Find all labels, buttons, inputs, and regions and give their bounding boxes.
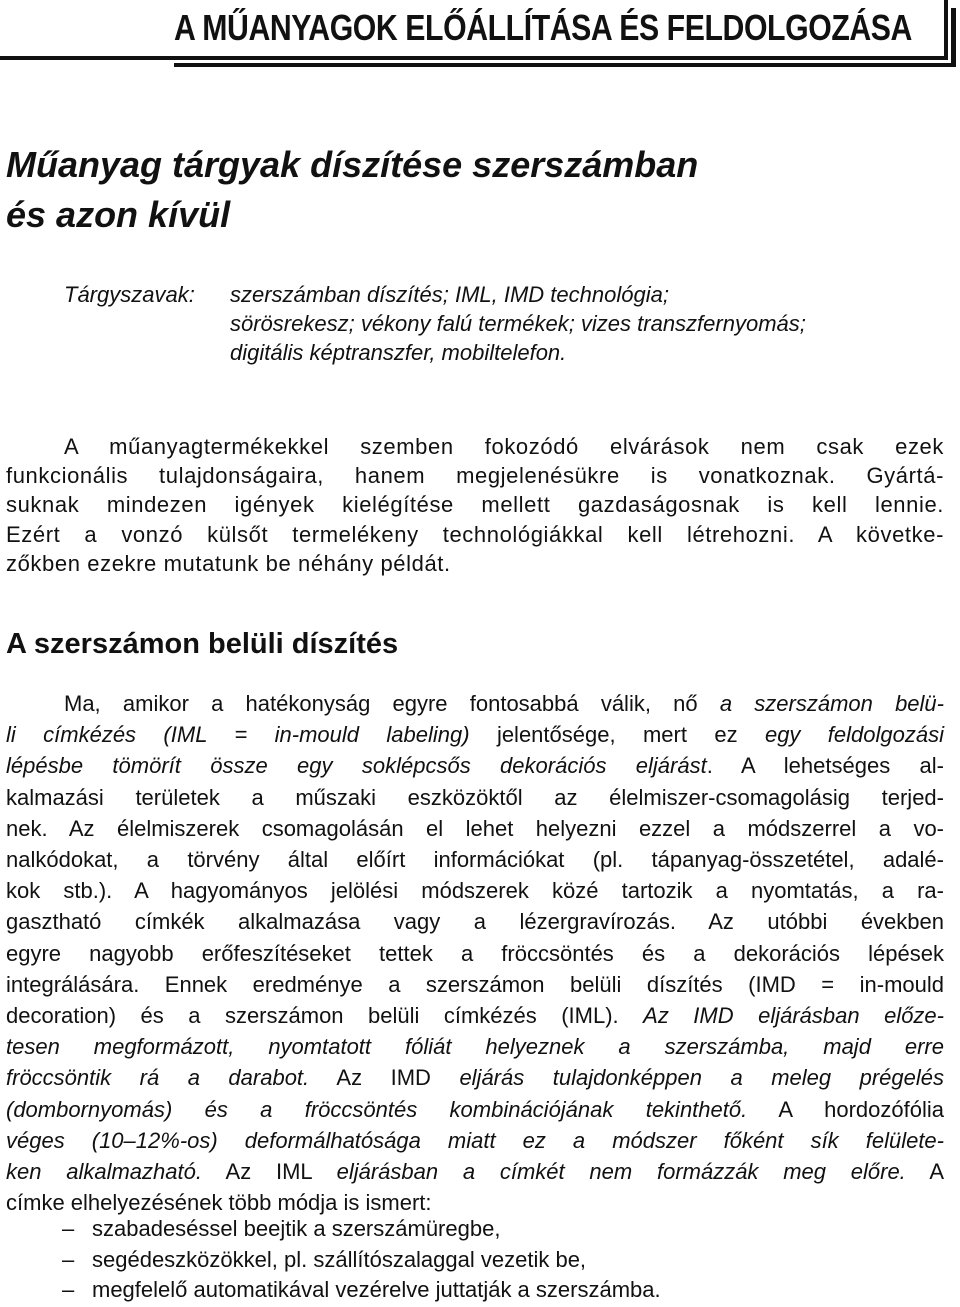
- body-text-run: címke elhelyezésének több módja is ismert:: [6, 1190, 432, 1216]
- body-text-run: Ma, amikor a hatékonyság egyre fontosabbá válik, nő: [64, 691, 720, 716]
- body-line: [6, 719, 944, 750]
- bullet-text: szabadeséssel beejtik a szerszámüregbe,: [92, 1216, 501, 1241]
- keywords-line: szerszámban díszítés; IML, IMD technológia;: [230, 282, 669, 307]
- bullet-text: megfelelő automatikával vezérelve juttatják a szerszámba.: [92, 1277, 661, 1302]
- body-italic-run: fröccsöntik rá a darabot.: [6, 1065, 310, 1091]
- body-text-run: . A lehetséges al-: [706, 753, 944, 779]
- body-line: [6, 1125, 944, 1156]
- body-italic-run: egy feldolgozási: [764, 722, 944, 748]
- body-italic-run: ken alkalmazható.: [6, 1159, 202, 1185]
- running-header-title: A MŰANYAGOK ELŐÁLLÍTÁSA ÉS FELDOLGOZÁSA: [174, 7, 912, 48]
- body-line: [6, 1156, 944, 1187]
- keywords-line: digitális képtranszfer, mobiltelefon.: [230, 340, 567, 365]
- bullet-item: [6, 1275, 944, 1306]
- article-title-line: Műanyag tárgyak díszítése szerszámban: [6, 144, 699, 185]
- keywords-list: [230, 280, 806, 367]
- body-line: [6, 1062, 944, 1093]
- intro-line: zőkben ezekre mutatunk be néhány példát.: [6, 550, 451, 576]
- body-line: [6, 844, 944, 875]
- body-text-run: A: [905, 1159, 945, 1185]
- body-line: [6, 782, 944, 813]
- running-header: [0, 0, 948, 60]
- bullet-text: segédeszközökkel, pl. szállítószalaggal vezetik be,: [92, 1246, 587, 1272]
- body-paragraph: [6, 688, 944, 1218]
- body-text-run: jelentősége, mert ez: [469, 722, 765, 748]
- body-line: [6, 906, 944, 937]
- header-shadow-bottom: [174, 63, 956, 67]
- body-line: [6, 813, 944, 844]
- body-line: [6, 875, 944, 906]
- body-text-run: egyre nagyobb erőfeszítéseket tettek a fröccsöntés és a dekorációs lépések: [6, 940, 944, 966]
- body-line: [6, 1094, 944, 1125]
- article-title: [6, 140, 698, 240]
- body-line: [6, 688, 944, 719]
- header-shadow-right: [951, 8, 956, 64]
- body-text-run: A hordozófólia: [747, 1096, 944, 1122]
- bullet-dash: –: [62, 1246, 75, 1272]
- body-text-run: kalmazási területek a műszaki eszközöktől az élelmiszer-csomagolásig terjed-: [6, 784, 944, 810]
- intro-line: Ezért a vonzó külsőt termelékeny technológiákkal kell létrehozni. A követke-: [6, 521, 944, 547]
- bullet-dash: –: [62, 1277, 75, 1302]
- body-line: [6, 750, 944, 781]
- body-italic-run: Az IMD eljárásban előze-: [643, 1003, 944, 1029]
- body-line: [6, 1031, 944, 1062]
- body-italic-run: tesen megformázott, nyomtatott fóliát helyeznek a szerszámba, majd erre: [6, 1034, 944, 1060]
- body-italic-run: lépésbe tömörít össze egy soklépcsős dekorációs eljárást: [6, 753, 707, 779]
- article-title-line: és azon kívül: [6, 194, 231, 235]
- body-italic-run: eljárás tulajdonképpen a meleg prégelés: [459, 1065, 945, 1091]
- keywords-line: sörösrekesz; vékony falú termékek; vizes transzfernyomás;: [230, 311, 806, 336]
- bullet-dash: –: [62, 1216, 75, 1241]
- body-line: [6, 938, 944, 969]
- intro-paragraph: [6, 432, 944, 578]
- body-italic-run: véges (10–12%-os) deformálhatósága miatt ez a módszer főként sík felülete-: [6, 1127, 944, 1153]
- body-line: [6, 1000, 944, 1031]
- body-text-run: integrálására. Ennek eredménye a szerszámon belüli díszítés (IMD = in-mould: [6, 971, 944, 997]
- body-line: [6, 969, 944, 1000]
- body-text-run: kok stb.). A hagyományos jelölési módszerek közé tartozik a nyomtatás, a ra-: [6, 878, 944, 904]
- body-italic-run: eljárásban a címkét nem formázzák meg előre.: [336, 1159, 906, 1185]
- body-text-run: gasztható címkék alkalmazása vagy a lézergravírozás. Az utóbbi években: [6, 909, 944, 935]
- bullet-list: [6, 1214, 944, 1306]
- keywords-label: Tárgyszavak:: [64, 282, 195, 307]
- section-heading: A szerszámon belüli díszítés: [6, 628, 399, 660]
- intro-line: suknak mindezen igények kielégítése mellett gazdaságosnak is kell lennie.: [6, 492, 944, 518]
- intro-line: A műanyagtermékekkel szemben fokozódó elvárások nem csak ezek: [64, 434, 944, 459]
- bullet-item: [6, 1245, 944, 1276]
- body-text-run: Az IML: [201, 1159, 337, 1185]
- body-text-run: decoration) és a szerszámon belüli címkézés (IML).: [6, 1003, 644, 1029]
- body-italic-run: (dombornyomás) és a fröccsöntés kombinációjának tekinthető.: [6, 1096, 748, 1122]
- intro-line: funkcionális tulajdonságaira, hanem megjelenésükre is vonatkoznak. Gyártá-: [6, 463, 944, 489]
- body-text-run: Az IMD: [309, 1065, 460, 1091]
- body-text-run: nalkódokat, a törvény által előírt információkat (pl. tápanyag-összetétel, adalé-: [6, 847, 944, 873]
- bullet-item: [6, 1214, 944, 1245]
- body-italic-run: li címkézés (IML = in-mould labeling): [6, 722, 470, 748]
- body-italic-run: a szerszámon belü-: [719, 691, 944, 716]
- body-text-run: nek. Az élelmiszerek csomagolásán el lehet helyezni ezzel a módszerrel a vo-: [6, 815, 944, 841]
